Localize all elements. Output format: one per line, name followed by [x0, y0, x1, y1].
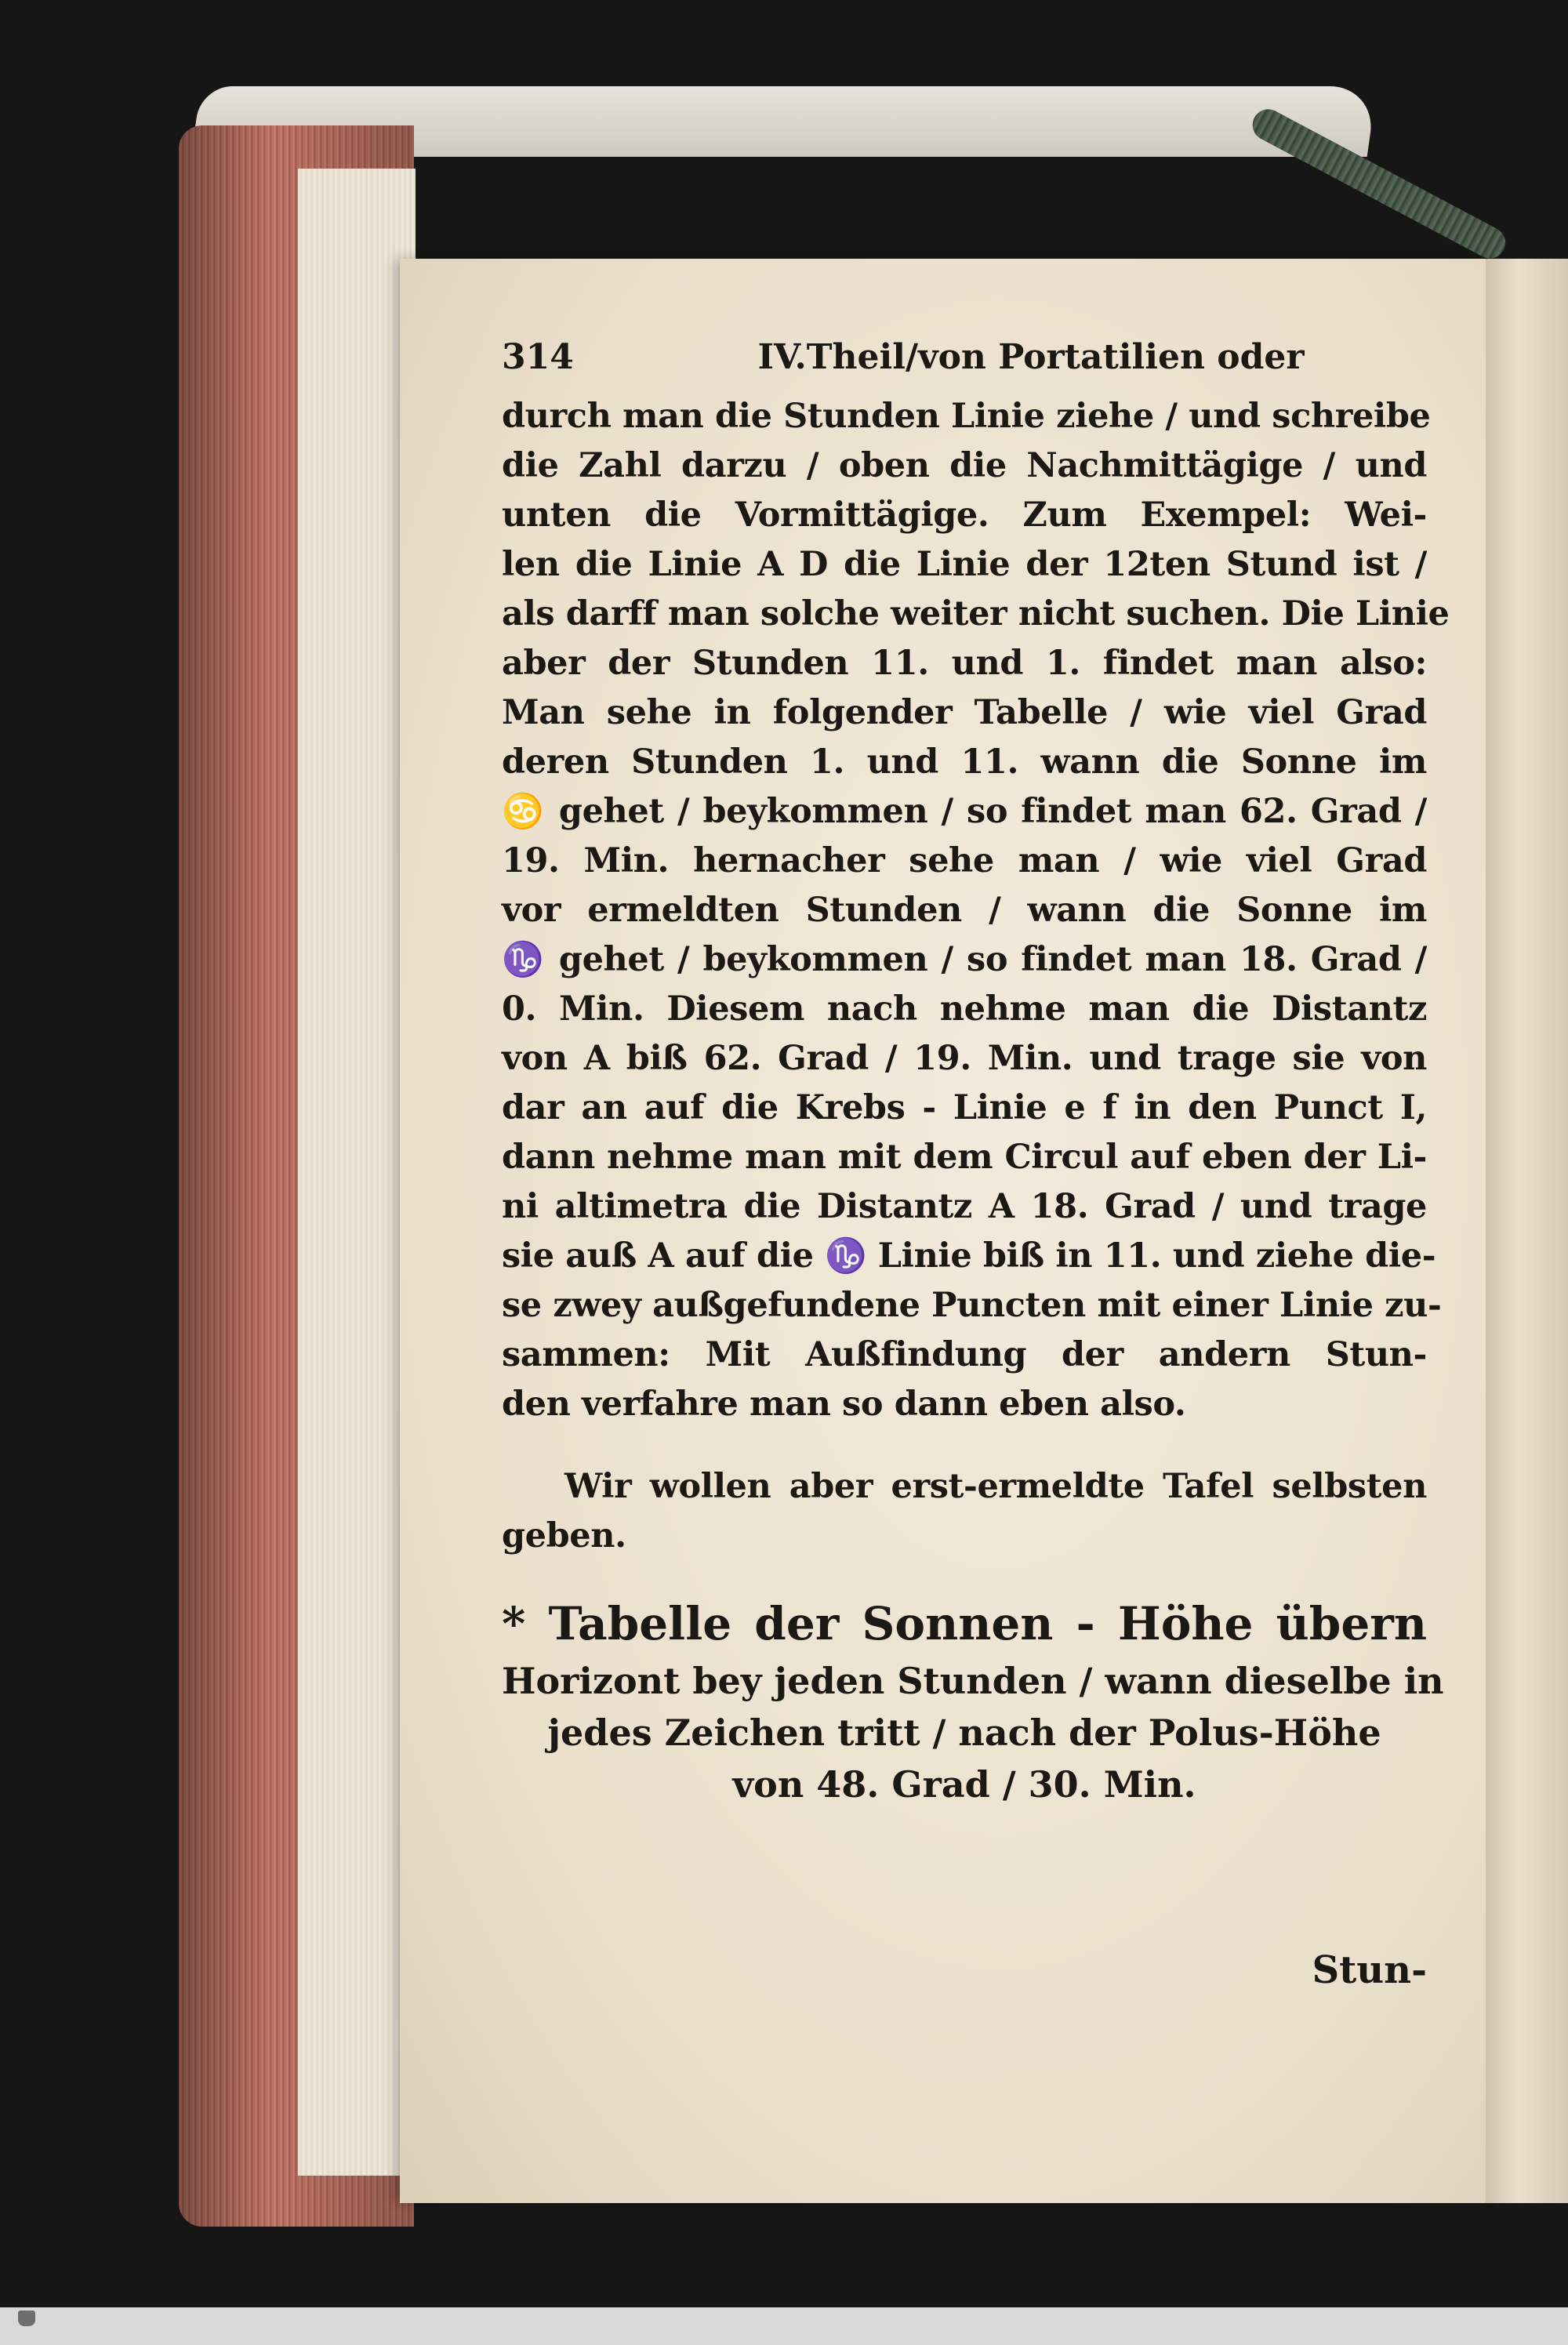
text-line: dar an auf die Krebs - Linie e f in den Punct I,	[502, 1088, 1427, 1127]
text-line: ♑ gehet / beykommen / so findet man 18. Grad /	[502, 940, 1427, 979]
text-line: deren Stunden 1. und 11. wann die Sonne im	[502, 742, 1427, 782]
text-line: Wir wollen aber erst-ermeldte Tafel selbsten	[564, 1467, 1427, 1506]
text-line: len die Linie A D die Linie der 12ten Stund ist /	[502, 545, 1427, 584]
text-line: 19. Min. hernacher sehe man / wie viel Grad	[502, 841, 1427, 880]
text-line: unten die Vormittägige. Zum Exempel: Wei-	[502, 495, 1427, 535]
text-line: dann nehme man mit dem Circul auf eben der Li-	[502, 1138, 1427, 1177]
table-heading-line: von 48. Grad / 30. Min.	[732, 1763, 1196, 1806]
page-text	[502, 337, 1450, 1992]
text-line: als darff man solche weiter nicht suchen. Die Linie	[502, 594, 1450, 633]
text-line: geben.	[502, 1516, 626, 1555]
text-line: von A biß 62. Grad / 19. Min. und trage sie von	[502, 1039, 1427, 1078]
table-heading-line: Horizont bey jeden Stunden / wann dieselbe in	[502, 1660, 1444, 1702]
text-line: sammen: Mit Außfindung der andern Stun-	[502, 1335, 1427, 1374]
text-line: sie auß A auf die ♑ Linie biß in 11. und ziehe die-	[502, 1236, 1436, 1276]
library-logo-icon	[5, 2311, 49, 2342]
text-line: durch man die Stunden Linie ziehe / und schreibe	[502, 397, 1431, 436]
table-heading	[502, 1592, 1444, 1810]
text-line: Man sehe in folgender Tabelle / wie viel Grad	[502, 693, 1427, 732]
text-line: den verfahre man so dann eben also.	[502, 1385, 1186, 1424]
text-line: vor ermeldten Stunden / wann die Sonne im	[502, 891, 1427, 930]
text-line: aber der Stunden 11. und 1. findet man also:	[502, 644, 1427, 683]
text-line: se zwey außgefundene Puncten mit einer Linie zu-	[502, 1286, 1442, 1325]
second-paragraph	[502, 1462, 1427, 1561]
ribbon-bookmark	[1247, 103, 1512, 263]
catchword: Stun-	[1312, 1948, 1427, 1992]
body-paragraph	[502, 392, 1450, 1429]
running-head	[502, 337, 1427, 392]
text-line: die Zahl darzu / oben die Nachmittägige / und	[502, 446, 1427, 485]
text-line: ni altimetra die Distantz A 18. Grad / und trage	[502, 1187, 1427, 1226]
text-line: ♋ gehet / beykommen / so findet man 62. Grad /	[502, 792, 1427, 831]
text-line: 0. Min. Diesem nach nehme man die Distantz	[502, 989, 1427, 1029]
viewer-footer-bar	[0, 2307, 1568, 2345]
running-head-title: IV.Theil/von Portatilien oder	[757, 337, 1305, 377]
table-heading-line: jedes Zeichen tritt / nach der Polus-Höhe	[547, 1712, 1381, 1754]
page-stack	[298, 169, 416, 2176]
page-number: 314	[502, 337, 574, 377]
table-heading-title: * Tabelle der Sonnen - Höhe übern	[502, 1597, 1427, 1650]
facing-page-edge	[1486, 259, 1568, 2203]
